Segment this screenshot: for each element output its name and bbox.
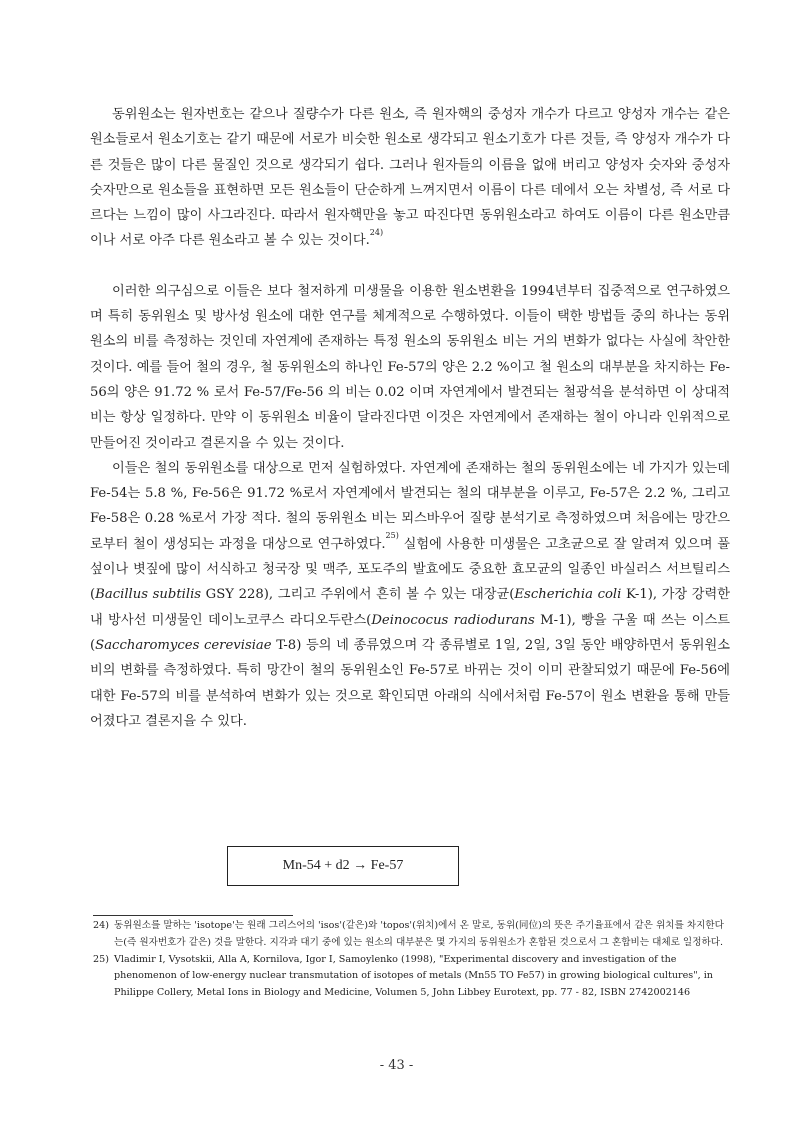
species-name: Escherichia coli [514, 587, 622, 603]
body-text [90, 102, 730, 734]
species-name: Bacillus subtilis [95, 587, 202, 603]
text-run: K-1), 가장 강력한 내 방사선 미생물인 데이노코쿠스 라디오두란스( [90, 587, 731, 628]
footnote-number: 24) [93, 920, 109, 931]
footnote-25 [93, 952, 725, 1002]
page-number: - 43 - [379, 1058, 414, 1073]
text-run: 이러한 의구심으로 이들은 보다 철저하게 미생물을 이용한 원소변환을 1994년부터 집중적으로 연구하였으며 특히 동위원소 및 방사성 원소에 대한 연구를 체계적으로 수행하였다. 이들이 택한 방법들 중의 하나는 동위원소의 비를 측정하는 것인데 자연계에 존재하는 특정 원소의 동위원소 비는 거의 변화가 없다는 사실에 착안한 것이다. 예를 들어 철의 경우, 철 동위원소의 하나인 Fe-57의 양은 2.2 %이고 철 원소의 대부분을 차지하는 Fe-56의 양은 91.72 % 로서 Fe-57/Fe-56 의 비는 0.02 이며 자연계에서 발견되는 철광석을 분석하면 이 상대적 비는 항상 일정하다. 만약 이 동위원소 비율이 달라진다면 이것은 자연계에서 존재하는 철이 아니라 인위적으로 만들어진 것이라고 결론지을 수 있는 것이다. [90, 283, 730, 451]
footnote-ref: 25) [385, 531, 399, 541]
text-run: GSY 228), 그리고 주위에서 흔히 볼 수 있는 대장균( [201, 587, 515, 603]
formula-box [227, 846, 459, 886]
species-name: Saccharomyces cerevisiae [95, 637, 272, 653]
footnotes [93, 918, 725, 1002]
text-run: 이들은 철의 동위원소를 대상으로 먼저 실험하였다. 자연계에 존재하는 철의 동위원소에는 네 가지가 있는데 Fe-54는 5.8 %, Fe-56은 91.72 %로서 자연계에서 발견되는 철의 대부분을 이루고, Fe-57은 2.2 %, 그리고 Fe-58은 0.28 %로서 가장 적다. 철의 동위원소 비는 뫼스바우어 질량 분석기로 측정하였으며 처음에는 망간으로부터 철이 생성되는 과정을 대상으로 연구하였다. [90, 460, 730, 552]
text-run: 동위원소는 원자번호는 같으나 질량수가 다른 원소, 즉 원자핵의 중성자 개수가 다르고 양성자 개수는 같은 원소들로서 원소기호는 같기 때문에 서로가 비슷한 원소로 생각되고 원소기호가 다른 것들, 즉 양성자 개수가 다른 것들은 많이 다른 물질인 것으로 생각되기 쉽다. 그러나 원자들의 이름을 없애 버리고 양성자 숫자와 중성자 숫자만으로 원소들을 표현하면 모든 원소들이 단순하게 느껴지면서 이름이 다른 데에서 오는 차별성, 즉 서로 다르다는 느낌이 많이 사그라진다. 따라서 원자핵만을 놓고 따진다면 동위원소라고 하여도 이름이 다른 원소만큼이나 서로 아주 다른 원소라고 볼 수 있는 것이다. [90, 107, 730, 249]
species-name: Deinococus radiodurans [371, 612, 535, 628]
paragraph-2 [90, 279, 730, 456]
text-run: M-1), 빵을 구울 때 쓰는 이스트( [90, 612, 730, 653]
paragraph-1 [90, 102, 730, 254]
formula-text: Mn-54 + d2 → Fe-57 [282, 858, 404, 873]
footnote-ref: 24) [369, 228, 384, 238]
footnote-text: 동위원소를 말하는 'isotope'는 원래 그리스어의 'isos'(같은)와 'topos'(위치)에서 온 말로, 동위(同位)의 뜻은 주기율표에서 같은 위치를 차지한다는(즉 원자번호가 같은) 것을 말한다. 지각과 대기 중에 있는 원소의 대부분은 몇 가지의 동위원소가 혼합된 것으로서 그 혼합비는 대체로 일정하다. [114, 920, 724, 948]
footnote-24 [93, 918, 725, 952]
paragraph-3 [90, 456, 730, 734]
footnote-divider [93, 915, 293, 916]
footnote-number: 25) [93, 953, 109, 965]
text-run: T-8) 등의 네 종류였으며 각 종류별로 1일, 2일, 3일 동안 배양하면서 동위원소 비의 변화를 측정하였다. 특히 망간이 철의 동위원소인 Fe-57로 바뀌는 것이 이미 관찰되었기 때문에 Fe-56에 대한 Fe-57의 비를 분석하여 변화가 있는 것으로 확인되면 아래의 식에서처럼 Fe-57이 원소 변환을 통해 만들어졌다고 결론지을 수 있다. [90, 637, 730, 729]
footnote-text: Vladimir I, Vysotskii, Alla A, Kornilova, Igor I, Samoylenko (1998), "Experimental discovery and investigation of the phenomenon of low-energy nuclear transmutation of isotopes of metals (Mn55 TO Fe57) in growing biological cultures", in Philippe Collery, Metal Ions in Biology and Medicine, Volumen 5, John Libbey Eurotext, pp. 77 - 82, ISBN 2742002146 [114, 953, 713, 999]
text-run: 실험에 사용한 미생물은 고초균으로 잘 알려져 있으며 풀섶이나 볏짚에 많이 서식하고 청국장 및 맥주, 포도주의 발효에도 중요한 효모균의 일종인 바실러스 서브틸리스( [90, 536, 730, 603]
